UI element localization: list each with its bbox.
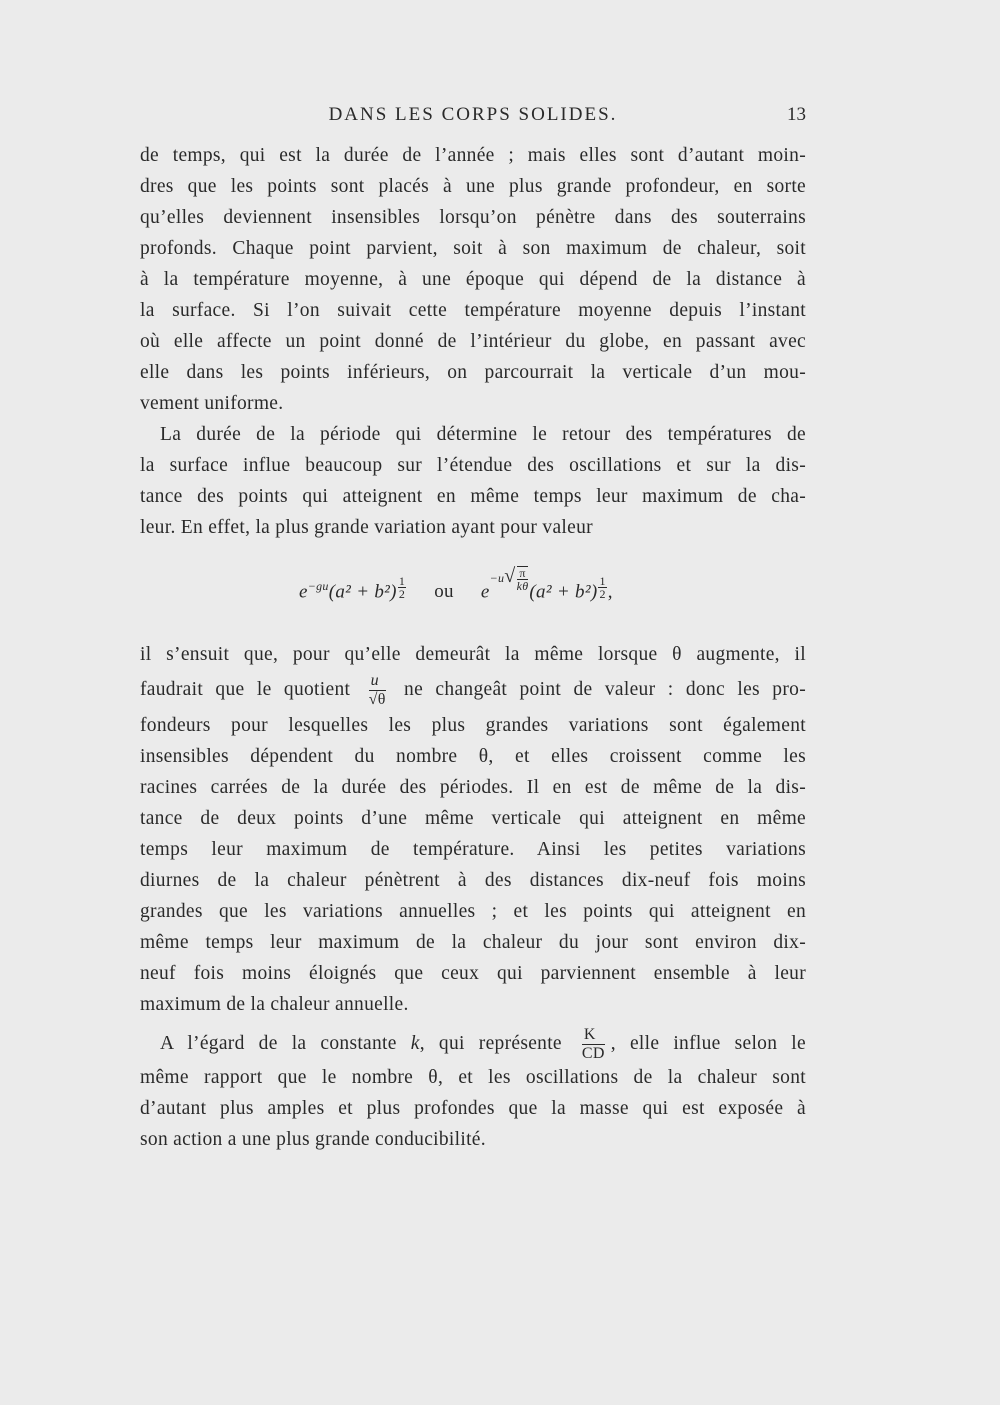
formula-half-fraction: 1 2 — [398, 573, 406, 601]
formula-or: ou — [434, 581, 454, 603]
sqrt-symbol: √ — [504, 565, 516, 587]
text-line: temps leur maximum de température. Ainsi les petites variations — [140, 839, 806, 860]
page-number: 13 — [787, 104, 806, 125]
formula-right-paren: (a² + b²) — [529, 581, 598, 603]
text-line: son action a une plus grande conducibilité. — [140, 1129, 486, 1150]
paragraph-1 — [140, 140, 806, 419]
formula-right-base: e — [480, 581, 490, 603]
text-line: même temps leur maximum de la chaleur du jour sont environ dix- — [140, 932, 806, 953]
text-line: il s’ensuit que, pour qu’elle demeurât la même lorsque θ augmente, il — [140, 644, 806, 665]
text-line: même rapport que le nombre θ, et les oscillations de la chaleur sont — [140, 1067, 806, 1088]
text-line-with-fraction: A l’égard de la constante k, qui représente $\frac{K}{CD}$ , elle influe selon le — [160, 1026, 806, 1063]
formula-pi-ktheta-fraction: $\frac{\pi}{k\theta}$ — [516, 566, 529, 594]
text-line: insensibles dépendent du nombre θ, et elles croissent comme les — [140, 746, 806, 767]
formula-right-exponent: −u — [489, 571, 505, 585]
formula-left-paren: (a² + b²) — [328, 581, 397, 603]
text-line: qu’elles deviennent insensibles lorsqu’on pénètre dans des souterrains — [140, 207, 806, 228]
text-line: elle dans les points inférieurs, on parcourrait la verticale d’un mou- — [140, 362, 806, 383]
running-head — [140, 104, 806, 132]
display-formula — [140, 543, 806, 639]
text-line: diurnes de la chaleur pénètrent à des distances dix-neuf fois moins — [140, 870, 806, 891]
quotient-fraction: $\frac{u}{√\theta}$ — [368, 672, 386, 709]
text-line: où elle affecte un point donné de l’intérieur du globe, en passant avec — [140, 331, 806, 352]
text-line: vement uniforme. — [140, 393, 284, 414]
paragraph-3 — [140, 639, 806, 1020]
text-line: la surface influe beaucoup sur l’étendue des oscillations et sur la dis- — [140, 455, 806, 476]
text-line: neuf fois moins éloignés que ceux qui parviennent ensemble à leur — [140, 963, 806, 984]
formula-left-exponent: −gu — [307, 579, 329, 593]
formula-half-fraction-2: 1 2 — [599, 573, 606, 601]
k-over-cd-fraction: $\frac{K}{CD}$ — [581, 1026, 605, 1063]
text-line: tance des points qui atteignent en même temps leur maximum de cha- — [140, 486, 806, 507]
text-line: racines carrées de la durée des périodes. Il en est de même de la dis- — [140, 777, 806, 798]
text-line-with-fraction: faudrait que le quotient $\frac{u}{√\theta}$ ne changeât point de valeur : donc les pro- — [140, 672, 806, 709]
text-line: maximum de la chaleur annuelle. — [140, 994, 409, 1015]
formula-left-base: e — [299, 581, 308, 603]
text-line: de temps, qui est la durée de l’année ; mais elles sont d’autant moin- — [140, 145, 806, 166]
text-line: dres que les points sont placés à une plus grande profondeur, en sorte — [140, 176, 806, 197]
text-line: d’autant plus amples et plus profondes que la masse qui est exposée à — [140, 1098, 806, 1119]
paragraph-2 — [140, 419, 806, 543]
text-line: profonds. Chaque point parvient, soit à son maximum de chaleur, soit — [140, 238, 806, 259]
text-line: fondeurs pour lesquelles les plus grandes variations sont également — [140, 715, 806, 736]
text-line: la surface. Si l’on suivait cette température moyenne depuis l’instant — [140, 300, 806, 321]
formula-expression — [299, 565, 613, 607]
text-line: La durée de la période qui détermine le retour des températures de — [160, 424, 806, 445]
formula-comma: , — [607, 581, 613, 603]
text-line: à la température moyenne, à une époque qui dépend de la distance à — [140, 269, 806, 290]
text-line: tance de deux points d’une même verticale qui atteignent en même — [140, 808, 806, 829]
page-body — [140, 140, 806, 1155]
paragraph-4 — [140, 1026, 806, 1155]
text-line: leur. En effet, la plus grande variation ayant pour valeur — [140, 517, 593, 538]
running-title: DANS LES CORPS SOLIDES. — [328, 104, 618, 125]
text-line: grandes que les variations annuelles ; et les points qui atteignent en — [140, 901, 806, 922]
